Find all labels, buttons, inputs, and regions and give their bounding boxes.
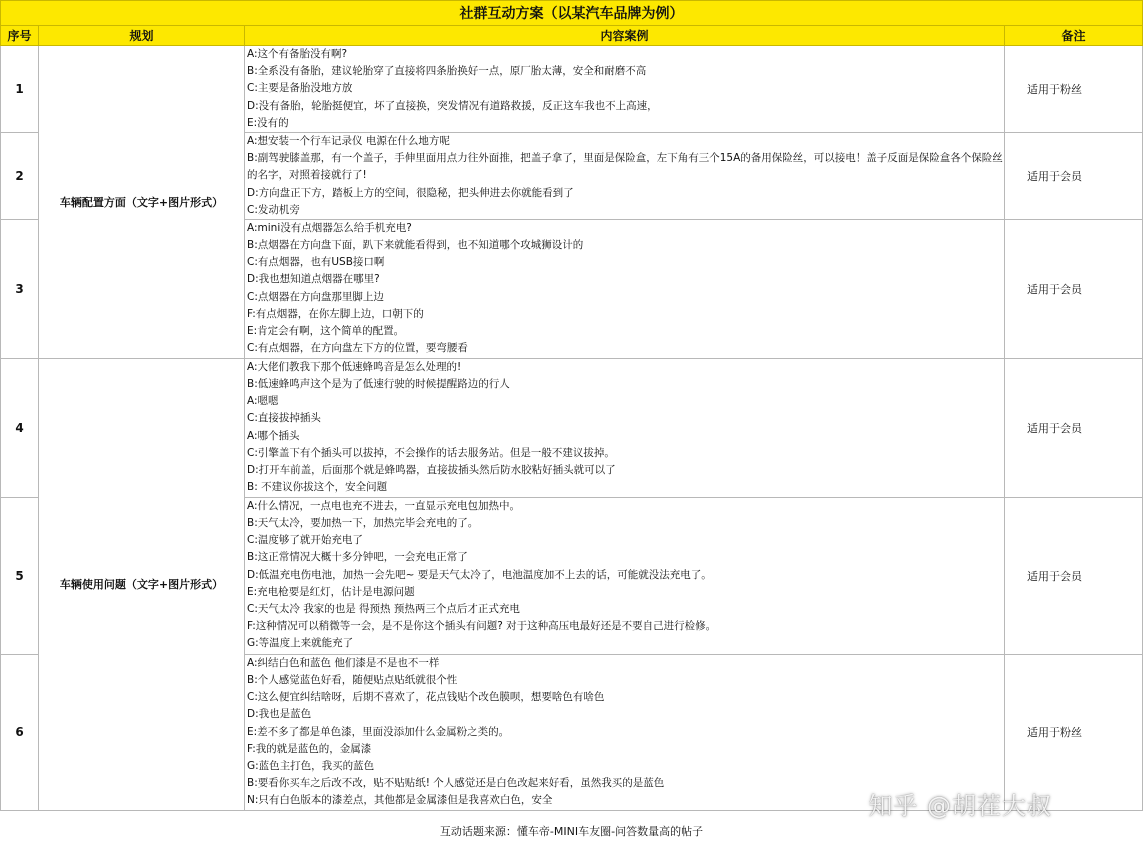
content-line: A:哪个插头	[247, 429, 300, 442]
content-line: C:有点烟器，也有USB接口啊	[247, 256, 385, 269]
header-content: 内容案例	[245, 26, 1005, 46]
content-cell	[245, 132, 1005, 219]
content-line: C:点烟器在方向盘那里脚上边	[247, 290, 384, 303]
content-line: E:充电枪要是红灯，估计是电源问题	[247, 585, 415, 598]
content-line: C:天气太冷 我家的也是 得预热 预热两三个点后才正式充电	[247, 603, 520, 616]
content-line: A:大佬们教我下那个低速蜂鸣音是怎么处理的!	[247, 360, 462, 373]
table-footer: 互动话题来源：懂车帝-MINI车友圈-问答数量高的帖子	[1, 810, 1143, 851]
content-line: E:差不多了都是单色漆，里面没添加什么金属粉之类的。	[247, 725, 510, 738]
row-seq: 1	[1, 46, 39, 133]
content-line: D:我也是蓝色	[247, 708, 312, 721]
plan-config: 车辆配置方面（文字+图片形式）	[39, 46, 245, 359]
content-line: A:这个有备胎没有啊?	[247, 48, 348, 60]
content-line: C:主要是备胎没地方放	[247, 82, 353, 95]
watermark: 知乎 @胡茬大叔	[868, 792, 1052, 820]
content-line: B: 不建议你拔这个，安全问题	[247, 481, 388, 494]
content-line: D:我也想知道点烟器在哪里?	[247, 273, 380, 286]
content-line: C:直接拔掉插头	[247, 412, 321, 425]
content-line: C:发动机旁	[247, 203, 300, 216]
row-note: 适用于会员	[1005, 219, 1143, 358]
plan-usage: 车辆使用问题（文字+图片形式）	[39, 358, 245, 810]
content-line: F:我的就是蓝色的，金属漆	[247, 742, 372, 755]
content-line: E:没有的	[247, 116, 289, 129]
content-line: C:这么便宜纠结啥呀，后期不喜欢了，花点钱贴个改色膜呗，想要啥色有啥色	[247, 691, 605, 704]
header-seq: 序号	[1, 26, 39, 46]
content-line: G:等温度上来就能充了	[247, 637, 354, 650]
row-note: 适用于粉丝	[1005, 654, 1143, 810]
row-seq: 3	[1, 219, 39, 358]
content-line: B:点烟器在方向盘下面，趴下来就能看得到，也不知道哪个攻城狮设计的	[247, 239, 584, 252]
table-row	[1, 46, 1143, 133]
row-seq: 4	[1, 358, 39, 497]
row-note: 适用于粉丝	[1005, 46, 1143, 133]
content-cell	[245, 497, 1005, 654]
row-note: 适用于会员	[1005, 497, 1143, 654]
content-line: A:嗯嗯	[247, 395, 279, 408]
table-title: 社群互动方案（以某汽车品牌为例）	[1, 1, 1143, 26]
content-line: F:有点烟器，在你左脚上边，口朝下的	[247, 307, 424, 320]
row-note: 适用于会员	[1005, 358, 1143, 497]
content-line: B:低速蜂鸣声这个是为了低速行驶的时候提醒路边的行人	[247, 378, 510, 391]
content-line: N:只有白色版本的漆差点，其他都是金属漆但是我喜欢白色，安全	[247, 794, 553, 807]
content-line: F:这种情况可以稍微等一会，是不是你这个插头有问题? 对于这种高压电最好还是不要自己进行检修。	[247, 620, 717, 633]
content-line: A:mini没有点烟器怎么给手机充电?	[247, 221, 412, 234]
content-line: B:副驾驶膝盖那，有一个盖子，手伸里面用点力往外面推，把盖子拿了，里面是保险盒，左下角有三个15A的备用保险丝，可以接电！盖子反面是保险盒各个保险丝的名字，对照着接就行了!	[247, 152, 1003, 182]
content-line: B:全系没有备胎，建议轮胎穿了直接将四条胎换好一点，原厂胎太薄，安全和耐磨不高	[247, 65, 647, 78]
content-line: A:什么情况，一点电也充不进去，一直显示充电包加热中。	[247, 499, 521, 512]
content-cell	[245, 219, 1005, 358]
content-line: D:没有备胎，轮胎挺便宜，坏了直接换，突发情况有道路救援，反正这车我也不上高速，	[247, 99, 658, 112]
row-seq: 5	[1, 497, 39, 654]
content-line: C:有点烟器，在方向盘左下方的位置，要弯腰看	[247, 342, 468, 355]
row-seq: 6	[1, 654, 39, 810]
content-line: B:要看你买车之后改不改，贴不贴贴纸! 个人感觉还是白色改起来好看，虽然我买的是蓝色	[247, 777, 665, 790]
content-line: D:打开车前盖，后面那个就是蜂鸣器，直接拔插头然后防水胶粘好插头就可以了	[247, 464, 616, 477]
content-line: C:引擎盖下有个插头可以拔掉，不会操作的话去服务站。但是一般不建议拔掉。	[247, 446, 615, 459]
content-cell	[245, 358, 1005, 497]
content-line: C:温度够了就开始充电了	[247, 534, 363, 547]
header-note: 备注	[1005, 26, 1143, 46]
content-line: D:方向盘正下方，踏板上方的空间，很隐秘，把头伸进去你就能看到了	[247, 186, 574, 199]
content-line: B:个人感觉蓝色好看，随便贴点贴纸就很个性	[247, 674, 458, 687]
content-line: D:低温充电伤电池，加热一会先吧~ 要是天气太冷了，电池温度加不上去的话，可能就没法充电了。	[247, 568, 712, 581]
header-plan: 规划	[39, 26, 245, 46]
content-line: A:纠结白色和蓝色 他们漆是不是也不一样	[247, 656, 440, 669]
content-line: G:蓝色主打色，我买的蓝色	[247, 760, 375, 773]
content-line: B:这正常情况大概十多分钟吧，一会充电正常了	[247, 551, 468, 564]
row-seq: 2	[1, 132, 39, 219]
content-cell	[245, 46, 1005, 133]
table-row	[1, 358, 1143, 497]
content-line: A:想安装一个行车记录仪 电源在什么地方呢	[247, 134, 450, 147]
row-note: 适用于会员	[1005, 132, 1143, 219]
content-line: E:肯定会有啊，这个简单的配置。	[247, 325, 405, 338]
content-line: B:天气太冷，要加热一下，加热完毕会充电的了。	[247, 517, 479, 530]
